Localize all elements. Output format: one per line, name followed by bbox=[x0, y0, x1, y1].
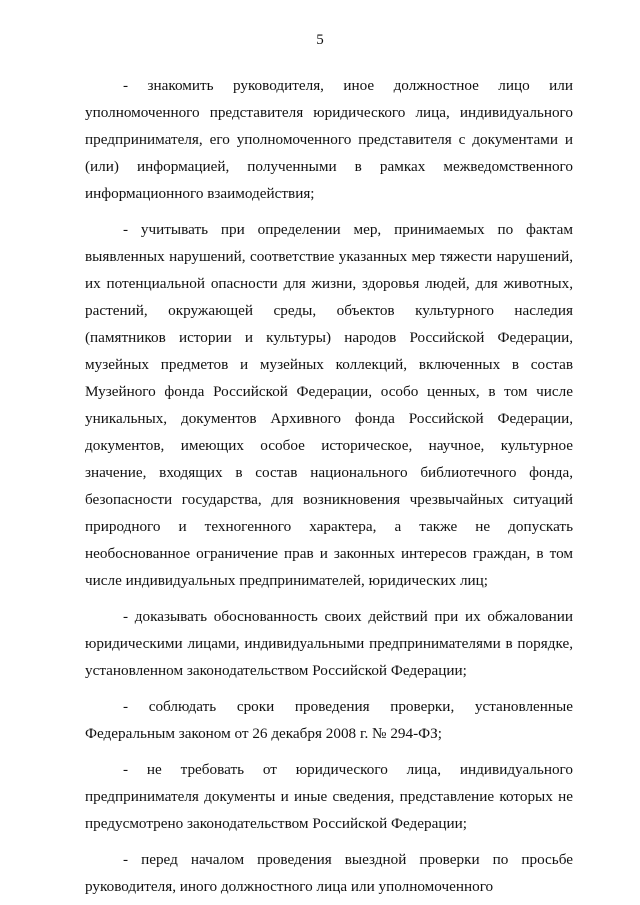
page-number: 5 bbox=[316, 32, 324, 48]
paragraph-no-extra-documents: - не требовать от юридического лица, индивидуального предпринимателя документы и иные сведения, представление которых не предусмотрено законодательством Российской Федерации; bbox=[85, 761, 573, 832]
paragraph-measures: - учитывать при определении мер, принимаемых по фактам выявленных нарушений, соответствие указанных мер тяжести нарушений, их потенциальной опасности для жизни, здоровья людей, для животных, растений, окружающей среды, объектов культурного наследия (памятников истории и культуры) народов Российской Федерации, музейных предметов и музейных коллекций, включенных в состав Музейного фонда Российской Федерации, особо ценных, в том числе уникальных, документов Архивного фонда Российской Федерации, документов, имеющих особое историческое, научное, культурное значение, входящих в состав национального библиотечного фонда, безопасности государства, для возникновения чрезвычайных ситуаций природного и техногенного характера, а также не допускать необоснованное ограничение прав и законных интересов граждан, в том числе индивидуальных предпринимателей, юридических лиц; bbox=[85, 221, 573, 589]
paragraph-justify-actions: - доказывать обоснованность своих действий при их обжаловании юридическими лицами, индивидуальными предпринимателями в порядке, установленном законодательством Российской Федерации; bbox=[85, 608, 573, 679]
paragraph-deadlines: - соблюдать сроки проведения проверки, установленные Федеральным законом от 26 декабря 2008 г. № 294-ФЗ; bbox=[85, 698, 573, 742]
document-body bbox=[85, 72, 573, 905]
paragraph-before-inspection: - перед началом проведения выездной проверки по просьбе руководителя, иного должностного лица или уполномоченного bbox=[85, 851, 573, 895]
paragraph-familiarize: - знакомить руководителя, иное должностное лицо или уполномоченного представителя юридического лица, индивидуального предпринимателя, его уполномоченного представителя с документами и (или) информацией, полученными в рамках межведомственного информационного взаимодействия; bbox=[85, 77, 573, 202]
